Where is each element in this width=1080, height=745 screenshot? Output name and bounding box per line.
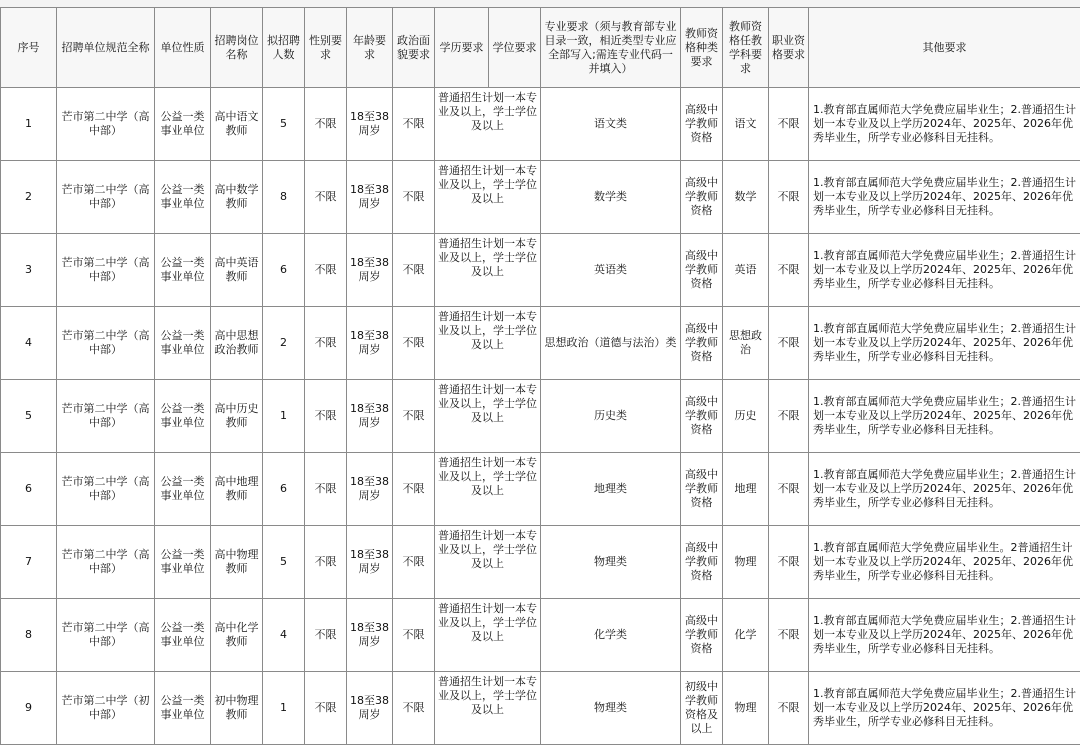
cell-cert-subject: 物理 bbox=[723, 526, 769, 599]
cell-gender: 不限 bbox=[305, 234, 347, 307]
cell-seq: 9 bbox=[1, 672, 57, 745]
cell-other: 1.教育部直属师范大学免费应届毕业生。2普通招生计划一本专业及以上学历2024年、2025年、2026年优秀毕业生，所学专业必修科目无挂科。 bbox=[809, 526, 1080, 599]
cell-vocational: 不限 bbox=[769, 307, 809, 380]
cell-unit-name: 芒市第二中学（高中部） bbox=[57, 380, 155, 453]
cell-seq: 8 bbox=[1, 599, 57, 672]
header-vocational: 职业资格要求 bbox=[769, 8, 809, 88]
cell-vocational: 不限 bbox=[769, 453, 809, 526]
cell-age: 18至38周岁 bbox=[347, 380, 393, 453]
cell-major: 化学类 bbox=[541, 599, 681, 672]
cell-education-degree: 普通招生计划一本专业及以上，学士学位及以上 bbox=[435, 88, 541, 161]
header-unit-type: 单位性质 bbox=[155, 8, 211, 88]
cell-cert-type: 高级中学教师资格 bbox=[681, 234, 723, 307]
cell-unit-name: 芒市第二中学（高中部） bbox=[57, 599, 155, 672]
cell-unit-name: 芒市第二中学（高中部） bbox=[57, 88, 155, 161]
cell-age: 18至38周岁 bbox=[347, 234, 393, 307]
cell-cert-type: 高级中学教师资格 bbox=[681, 526, 723, 599]
cell-cert-subject: 语文 bbox=[723, 88, 769, 161]
header-degree: 学位要求 bbox=[489, 8, 541, 88]
table-row bbox=[1, 672, 1080, 745]
cell-position: 高中历史教师 bbox=[211, 380, 263, 453]
cell-vocational: 不限 bbox=[769, 161, 809, 234]
cell-unit-type: 公益一类事业单位 bbox=[155, 380, 211, 453]
cell-age: 18至38周岁 bbox=[347, 161, 393, 234]
cell-count: 4 bbox=[263, 599, 305, 672]
cell-count: 1 bbox=[263, 672, 305, 745]
cell-cert-subject: 历史 bbox=[723, 380, 769, 453]
table-row bbox=[1, 526, 1080, 599]
cell-political: 不限 bbox=[393, 526, 435, 599]
cell-position: 高中地理教师 bbox=[211, 453, 263, 526]
cell-count: 1 bbox=[263, 380, 305, 453]
cell-gender: 不限 bbox=[305, 599, 347, 672]
cell-seq: 5 bbox=[1, 380, 57, 453]
cell-vocational: 不限 bbox=[769, 526, 809, 599]
cell-gender: 不限 bbox=[305, 88, 347, 161]
header-count: 拟招聘人数 bbox=[263, 8, 305, 88]
cell-political: 不限 bbox=[393, 380, 435, 453]
cell-cert-type: 初级中学教师资格及以上 bbox=[681, 672, 723, 745]
header-unit-name: 招聘单位规范全称 bbox=[57, 8, 155, 88]
cell-age: 18至38周岁 bbox=[347, 453, 393, 526]
cell-unit-name: 芒市第二中学（高中部） bbox=[57, 453, 155, 526]
cell-gender: 不限 bbox=[305, 672, 347, 745]
cell-unit-type: 公益一类事业单位 bbox=[155, 453, 211, 526]
cell-other: 1.教育部直属师范大学免费应届毕业生；2.普通招生计划一本专业及以上学历2024年、2025年、2026年优秀毕业生，所学专业必修科目无挂科。 bbox=[809, 234, 1080, 307]
header-education: 学历要求 bbox=[435, 8, 489, 88]
cell-political: 不限 bbox=[393, 88, 435, 161]
cell-unit-name: 芒市第二中学（高中部） bbox=[57, 526, 155, 599]
cell-major: 地理类 bbox=[541, 453, 681, 526]
cell-education-degree: 普通招生计划一本专业及以上，学士学位及以上 bbox=[435, 526, 541, 599]
cell-unit-type: 公益一类事业单位 bbox=[155, 672, 211, 745]
cell-political: 不限 bbox=[393, 161, 435, 234]
header-political: 政治面貌要求 bbox=[393, 8, 435, 88]
header-age: 年龄要求 bbox=[347, 8, 393, 88]
cell-seq: 6 bbox=[1, 453, 57, 526]
cell-unit-type: 公益一类事业单位 bbox=[155, 307, 211, 380]
header-position: 招聘岗位名称 bbox=[211, 8, 263, 88]
cell-cert-type: 高级中学教师资格 bbox=[681, 88, 723, 161]
cell-gender: 不限 bbox=[305, 380, 347, 453]
cell-count: 5 bbox=[263, 526, 305, 599]
cell-unit-name: 芒市第二中学（高中部） bbox=[57, 161, 155, 234]
header-major: 专业要求（须与教育部专业目录一致，相近类型专业应全部写入;需连专业代码一并填入） bbox=[541, 8, 681, 88]
cell-major: 英语类 bbox=[541, 234, 681, 307]
cell-other: 1.教育部直属师范大学免费应届毕业生；2.普通招生计划一本专业及以上学历2024年、2025年、2026年优秀毕业生，所学专业必修科目无挂科。 bbox=[809, 453, 1080, 526]
cell-position: 高中化学教师 bbox=[211, 599, 263, 672]
cell-major: 物理类 bbox=[541, 526, 681, 599]
header-cert-subject: 教师资格任教学科要求 bbox=[723, 8, 769, 88]
cell-education-degree: 普通招生计划一本专业及以上，学士学位及以上 bbox=[435, 380, 541, 453]
cell-position: 初中物理教师 bbox=[211, 672, 263, 745]
cell-unit-type: 公益一类事业单位 bbox=[155, 526, 211, 599]
cell-unit-name: 芒市第二中学（初中部） bbox=[57, 672, 155, 745]
cell-other: 1.教育部直属师范大学免费应届毕业生；2.普通招生计划一本专业及以上学历2024年、2025年、2026年优秀毕业生，所学专业必修科目无挂科。 bbox=[809, 672, 1080, 745]
cell-position: 高中语文教师 bbox=[211, 88, 263, 161]
cell-position: 高中思想政治教师 bbox=[211, 307, 263, 380]
cell-major: 语文类 bbox=[541, 88, 681, 161]
cell-position: 高中英语教师 bbox=[211, 234, 263, 307]
cell-seq: 4 bbox=[1, 307, 57, 380]
header-seq: 序号 bbox=[1, 8, 57, 88]
cell-seq: 7 bbox=[1, 526, 57, 599]
cell-cert-subject: 地理 bbox=[723, 453, 769, 526]
table-row bbox=[1, 161, 1080, 234]
cell-gender: 不限 bbox=[305, 161, 347, 234]
cell-unit-name: 芒市第二中学（高中部） bbox=[57, 234, 155, 307]
cell-cert-subject: 化学 bbox=[723, 599, 769, 672]
header-gender: 性别要求 bbox=[305, 8, 347, 88]
cell-unit-type: 公益一类事业单位 bbox=[155, 161, 211, 234]
cell-vocational: 不限 bbox=[769, 234, 809, 307]
cell-age: 18至38周岁 bbox=[347, 526, 393, 599]
cell-age: 18至38周岁 bbox=[347, 599, 393, 672]
cell-education-degree: 普通招生计划一本专业及以上，学士学位及以上 bbox=[435, 307, 541, 380]
cell-political: 不限 bbox=[393, 672, 435, 745]
cell-position: 高中数学教师 bbox=[211, 161, 263, 234]
cell-major: 物理类 bbox=[541, 672, 681, 745]
table-row bbox=[1, 307, 1080, 380]
cell-education-degree: 普通招生计划一本专业及以上，学士学位及以上 bbox=[435, 161, 541, 234]
cell-education-degree: 普通招生计划一本专业及以上，学士学位及以上 bbox=[435, 672, 541, 745]
cell-cert-subject: 思想政治 bbox=[723, 307, 769, 380]
table-row bbox=[1, 599, 1080, 672]
cell-position: 高中物理教师 bbox=[211, 526, 263, 599]
cell-vocational: 不限 bbox=[769, 672, 809, 745]
cell-unit-type: 公益一类事业单位 bbox=[155, 599, 211, 672]
cell-seq: 3 bbox=[1, 234, 57, 307]
cell-cert-subject: 物理 bbox=[723, 672, 769, 745]
table-row bbox=[1, 380, 1080, 453]
cell-education-degree: 普通招生计划一本专业及以上，学士学位及以上 bbox=[435, 599, 541, 672]
cell-seq: 1 bbox=[1, 88, 57, 161]
cell-cert-subject: 英语 bbox=[723, 234, 769, 307]
cell-major: 历史类 bbox=[541, 380, 681, 453]
cell-major: 思想政治（道德与法治）类 bbox=[541, 307, 681, 380]
cell-vocational: 不限 bbox=[769, 599, 809, 672]
cell-gender: 不限 bbox=[305, 453, 347, 526]
cell-major: 数学类 bbox=[541, 161, 681, 234]
header-cert-type: 教师资格种类要求 bbox=[681, 8, 723, 88]
cell-gender: 不限 bbox=[305, 307, 347, 380]
cell-count: 6 bbox=[263, 453, 305, 526]
cell-seq: 2 bbox=[1, 161, 57, 234]
cell-cert-type: 高级中学教师资格 bbox=[681, 453, 723, 526]
header-other: 其他要求 bbox=[809, 8, 1080, 88]
recruitment-table bbox=[0, 7, 1080, 745]
cell-age: 18至38周岁 bbox=[347, 88, 393, 161]
cell-cert-type: 高级中学教师资格 bbox=[681, 380, 723, 453]
cell-unit-name: 芒市第二中学（高中部） bbox=[57, 307, 155, 380]
cell-count: 8 bbox=[263, 161, 305, 234]
cell-age: 18至38周岁 bbox=[347, 307, 393, 380]
cell-count: 5 bbox=[263, 88, 305, 161]
cell-political: 不限 bbox=[393, 453, 435, 526]
cell-cert-subject: 数学 bbox=[723, 161, 769, 234]
cell-political: 不限 bbox=[393, 307, 435, 380]
cell-other: 1.教育部直属师范大学免费应届毕业生；2.普通招生计划一本专业及以上学历2024年、2025年、2026年优秀毕业生，所学专业必修科目无挂科。 bbox=[809, 161, 1080, 234]
table-row bbox=[1, 88, 1080, 161]
cell-cert-type: 高级中学教师资格 bbox=[681, 307, 723, 380]
table-row bbox=[1, 234, 1080, 307]
cell-gender: 不限 bbox=[305, 526, 347, 599]
cell-count: 6 bbox=[263, 234, 305, 307]
cell-age: 18至38周岁 bbox=[347, 672, 393, 745]
cell-count: 2 bbox=[263, 307, 305, 380]
cell-vocational: 不限 bbox=[769, 380, 809, 453]
cell-education-degree: 普通招生计划一本专业及以上，学士学位及以上 bbox=[435, 234, 541, 307]
cell-vocational: 不限 bbox=[769, 88, 809, 161]
table-row bbox=[1, 453, 1080, 526]
cell-political: 不限 bbox=[393, 599, 435, 672]
cell-political: 不限 bbox=[393, 234, 435, 307]
cell-other: 1.教育部直属师范大学免费应届毕业生；2.普通招生计划一本专业及以上学历2024年、2025年、2026年优秀毕业生，所学专业必修科目无挂科。 bbox=[809, 88, 1080, 161]
cell-other: 1.教育部直属师范大学免费应届毕业生；2.普通招生计划一本专业及以上学历2024年、2025年、2026年优秀毕业生，所学专业必修科目无挂科。 bbox=[809, 380, 1080, 453]
cell-cert-type: 高级中学教师资格 bbox=[681, 599, 723, 672]
header-row bbox=[1, 8, 1080, 88]
cell-cert-type: 高级中学教师资格 bbox=[681, 161, 723, 234]
cell-other: 1.教育部直属师范大学免费应届毕业生；2.普通招生计划一本专业及以上学历2024年、2025年、2026年优秀毕业生，所学专业必修科目无挂科。 bbox=[809, 307, 1080, 380]
cell-unit-type: 公益一类事业单位 bbox=[155, 234, 211, 307]
cell-other: 1.教育部直属师范大学免费应届毕业生；2.普通招生计划一本专业及以上学历2024年、2025年、2026年优秀毕业生，所学专业必修科目无挂科。 bbox=[809, 599, 1080, 672]
cell-education-degree: 普通招生计划一本专业及以上，学士学位及以上 bbox=[435, 453, 541, 526]
cell-unit-type: 公益一类事业单位 bbox=[155, 88, 211, 161]
